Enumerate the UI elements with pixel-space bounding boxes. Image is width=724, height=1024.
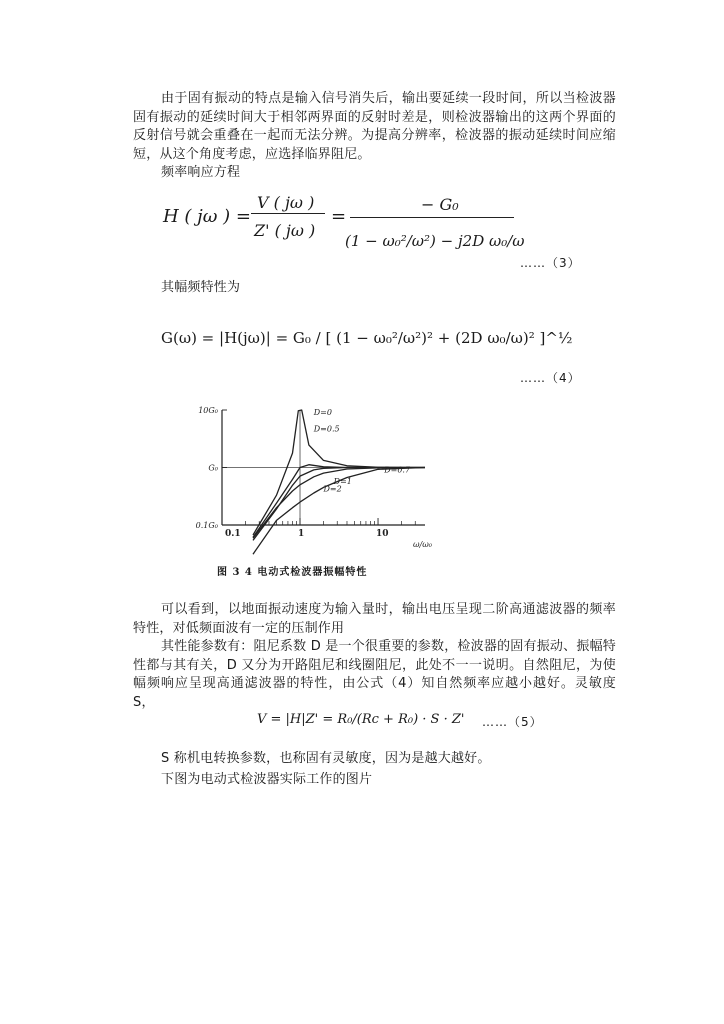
series-line-D-2 xyxy=(253,468,425,555)
eq3-mid-denominator: Z' ( jω ) xyxy=(254,221,316,240)
y-tick-label: G₀ xyxy=(208,463,218,473)
series-label-D-0-5: D=0.5 xyxy=(313,424,340,434)
eq5-label: ……（5） xyxy=(482,715,543,729)
paragraph-sensitivity: S 称机电转换参数，也称固有灵敏度，因为是越大越好。 xyxy=(161,751,491,766)
paragraph-freq-response-heading: 频率响应方程 xyxy=(161,165,241,180)
series-label-D-2: D=2 xyxy=(323,484,342,494)
paragraph-amplitude-heading: 其幅频特性为 xyxy=(161,280,241,295)
paragraph-parameters: 其性能参数有：阻尼系数 D 是一个很重要的参数，检波器的固有振动、振幅特性都与其有关，D 又分为开路阻尼和线圈阻尼，此处不一一说明。自然阻尼，为使幅频响应呈现高通滤波器的特性，由公式（4）知自然频率应越小越好。灵敏度 S， xyxy=(133,639,616,710)
amplitude-characteristic-chart xyxy=(180,400,440,560)
x-tick-label: 1 xyxy=(298,529,305,539)
chart-caption: 图 3 4 电动式检波器振幅特性 xyxy=(217,567,368,578)
paragraph-photo-intro: 下图为电动式检波器实际工作的图片 xyxy=(161,772,373,787)
series-line-D-0-5 xyxy=(253,465,425,538)
eq3-numerator: − G₀ xyxy=(421,195,459,214)
x-tick-label: 0.1 xyxy=(225,529,241,539)
eq4-label: ……（4） xyxy=(520,371,581,385)
eq3-equals: = xyxy=(331,206,347,227)
eq3-lhs: H ( jω ) = xyxy=(163,206,251,227)
paragraph-damping-intro: 由于固有振动的特点是输入信号消失后，输出要延续一段时间，所以当检波器固有振动的延续时间大于相邻两界面的反射时差是，则检波器输出的这两个界面的反射信号就会重叠在一起而无法分辨。为提高分辨率，检波器的振动延续时间应缩短，从这个角度考虑，应选择临界阻尼。 xyxy=(133,91,616,162)
eq3-label: ……（3） xyxy=(520,256,581,270)
eq3-fraction-bar xyxy=(350,217,514,218)
eq3-mid-fraction-bar xyxy=(251,213,325,214)
eq3-mid-numerator: V ( jω ) xyxy=(257,193,315,212)
eq3-denominator: (1 − ω₀²/ω²) − j2D ω₀/ω xyxy=(345,232,525,250)
series-label-D-1: D=1 xyxy=(333,476,352,486)
x-axis-label: ω/ω₀ xyxy=(413,540,432,549)
paragraph-highpass: 可以看到，以地面振动速度为输入量时，输出电压呈现二阶高通滤波器的频率特性，对低频面波有一定的压制作用 xyxy=(133,602,616,636)
eq5-formula: V = |H|Z' = R₀/(Rc + R₀) · S · Z' xyxy=(257,712,465,727)
y-tick-label: 10G₀ xyxy=(198,406,218,415)
series-label-D-0-7: D=0.7 xyxy=(384,465,411,475)
x-tick-label: 10 xyxy=(376,529,389,539)
y-tick-label: 0.1G₀ xyxy=(195,521,218,530)
series-label-D-0: D=0 xyxy=(313,407,332,417)
eq4-formula: G(ω) = |H(jω)| = G₀ / [ (1 − ω₀²/ω²)² + (2D ω₀/ω)² ]^½ xyxy=(161,329,573,347)
